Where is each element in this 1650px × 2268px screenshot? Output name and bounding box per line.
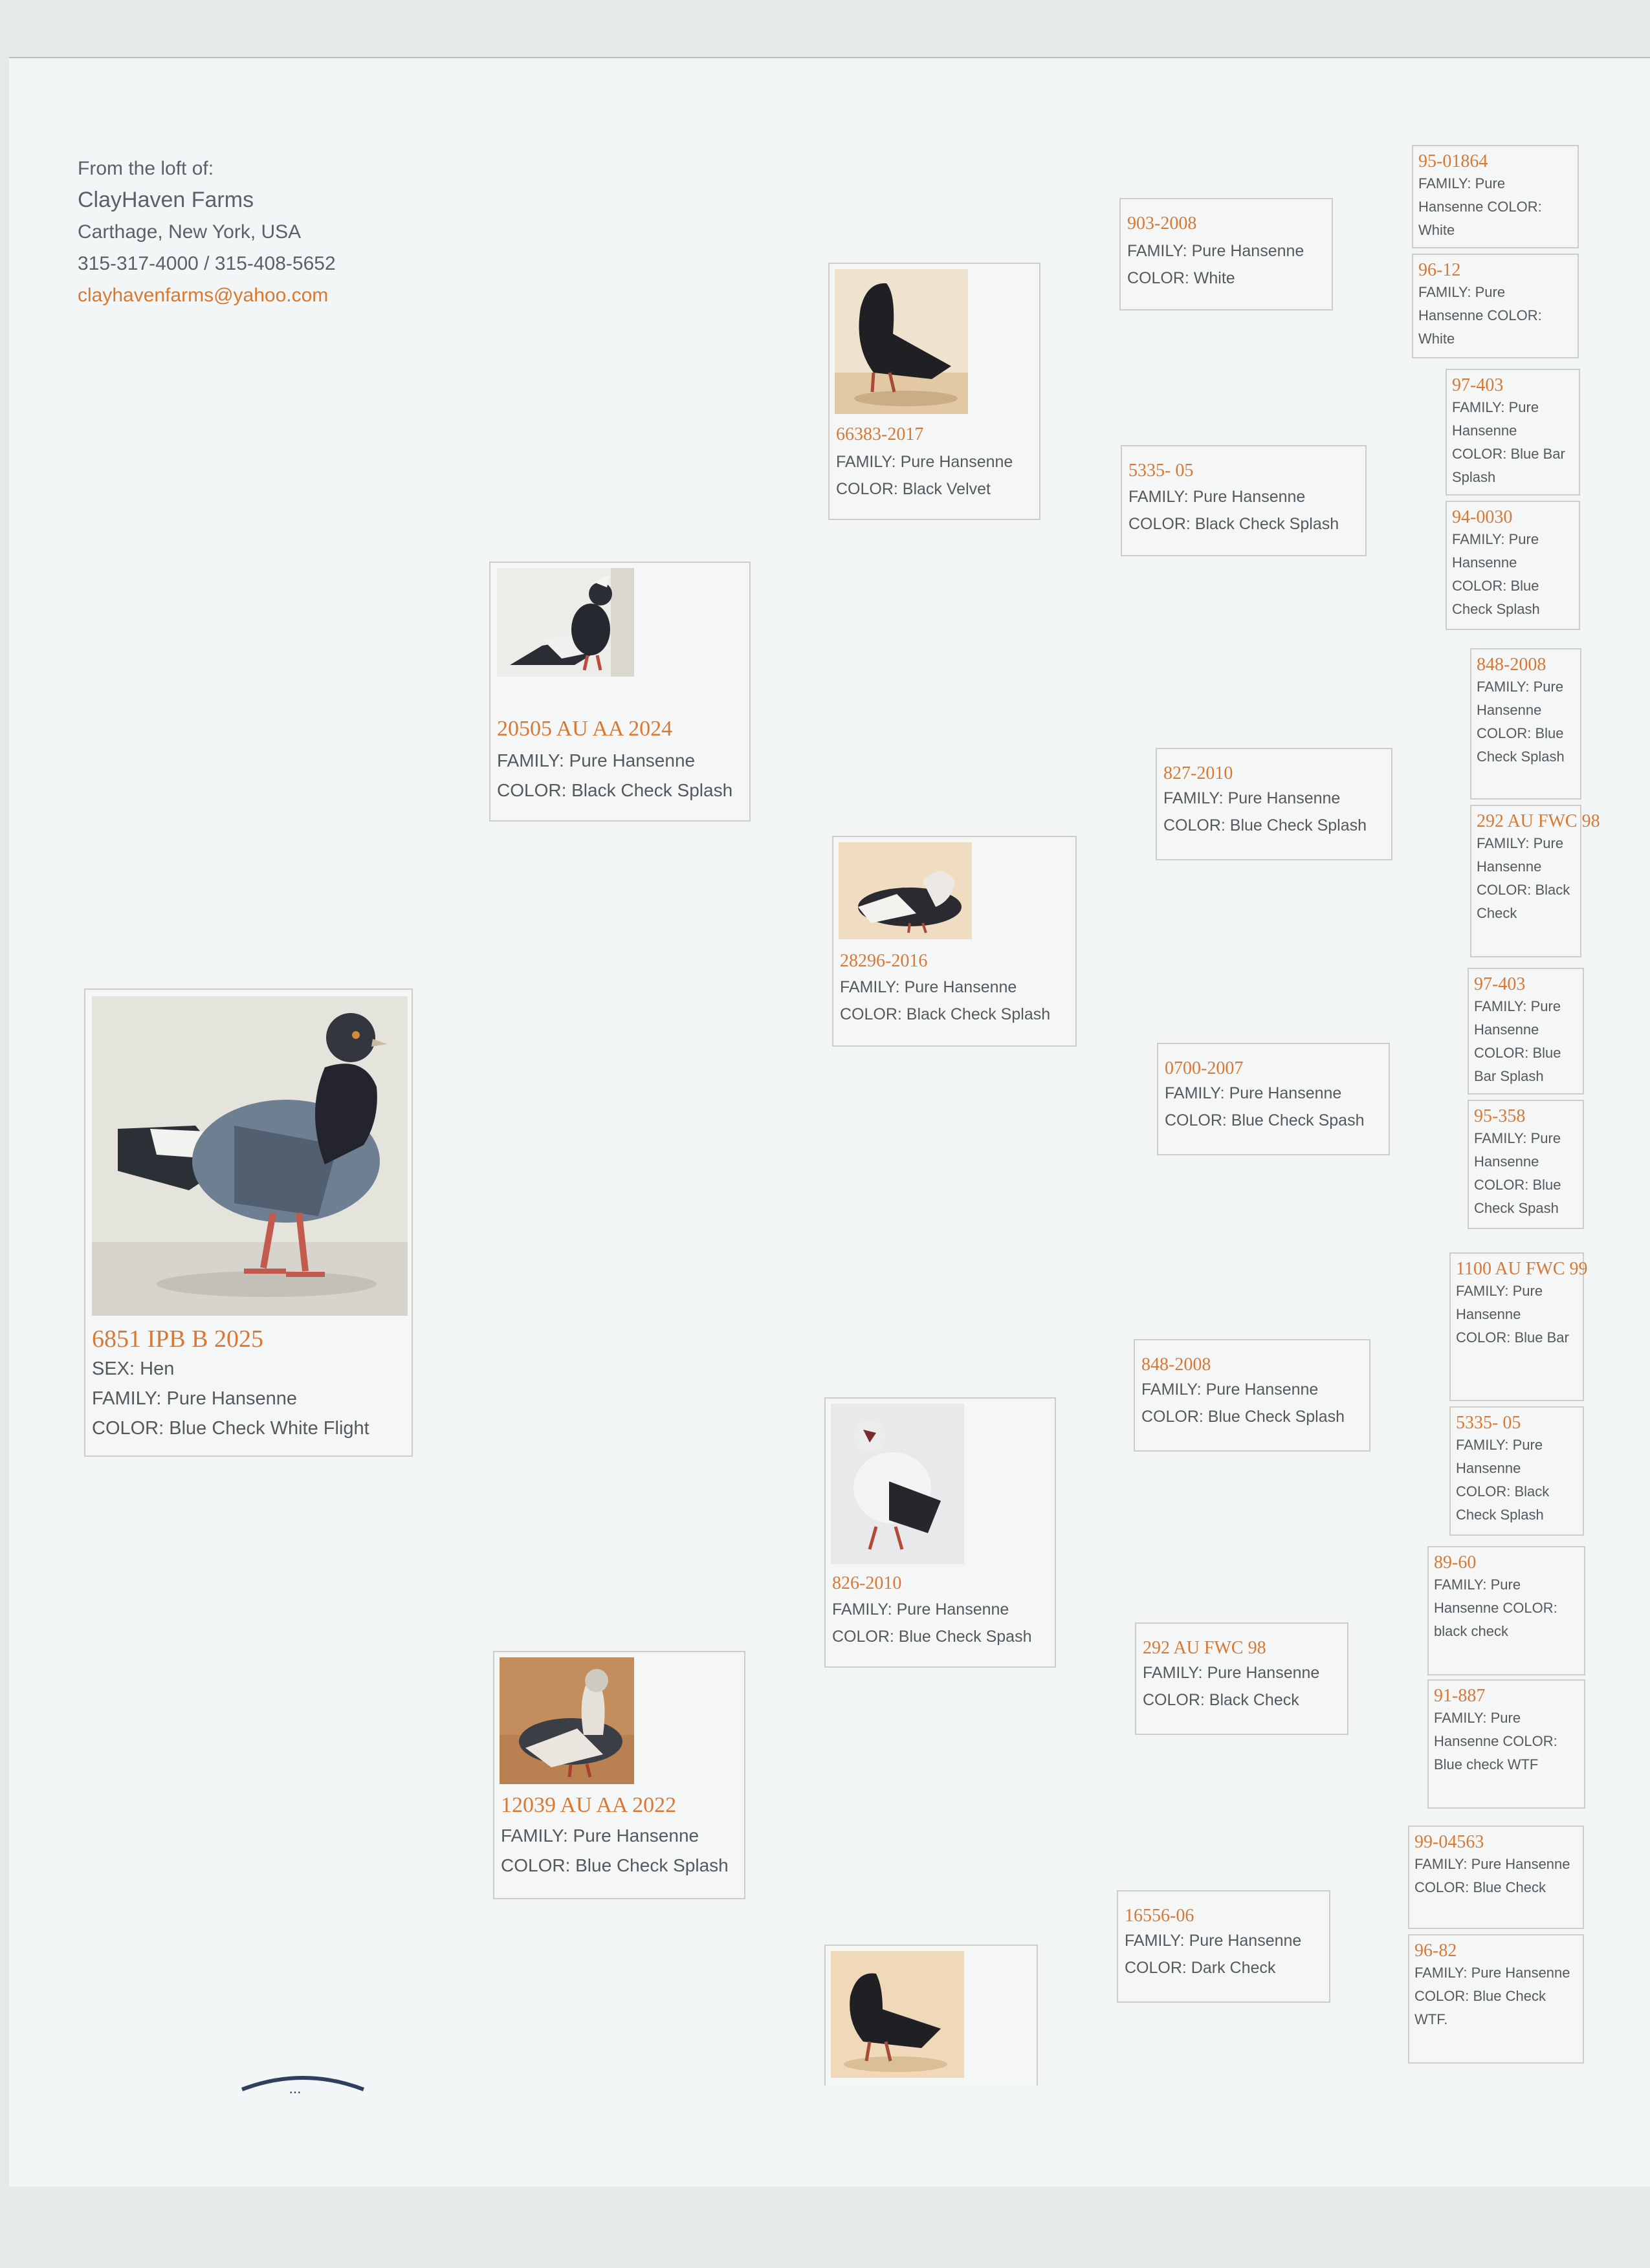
great-grandparent-id: 0700-2007 (1165, 1058, 1244, 1078)
grandparent-photo (831, 1404, 964, 1564)
great-grandparent-id: 16556-06 (1125, 1906, 1194, 1926)
great-grandparent-color: COLOR: Blue Check Splash (1163, 816, 1367, 834)
great-grandparent-color: COLOR: Blue Check Splash (1141, 1408, 1345, 1426)
g3-card (1408, 1826, 1584, 1929)
g3-id: 292 AU FWC 98 (1477, 811, 1600, 831)
g3-card (1449, 1406, 1584, 1536)
subject-card (84, 988, 413, 1457)
g3-card (1446, 501, 1580, 630)
great-grandparent-family: FAMILY: Pure Hansenne (1165, 1084, 1342, 1102)
g3-details: FAMILY: Pure Hansenne COLOR: Blue Check Splash (1477, 679, 1565, 765)
sire-color: COLOR: Black Check Splash (497, 780, 733, 800)
sire-id: 20505 AU AA 2024 (497, 717, 673, 741)
great-grandparent-id: 292 AU FWC 98 (1143, 1638, 1266, 1658)
g3-card (1412, 145, 1579, 248)
g3-card (1470, 648, 1581, 800)
g3-id: 94-0030 (1452, 507, 1513, 527)
g3-card (1468, 1100, 1584, 1229)
great-grandparent-id: 848-2008 (1141, 1355, 1211, 1375)
farm-name: ClayHaven Farms (78, 188, 254, 212)
great-grandparent-id: 903-2008 (1127, 213, 1197, 234)
great-grandparent-color: COLOR: White (1127, 269, 1235, 287)
great-grandparent-card (1157, 1043, 1390, 1155)
dam-family: FAMILY: Pure Hansenne (501, 1826, 699, 1846)
g3-details: FAMILY: Pure Hansenne COLOR: Blue check WTF (1434, 1710, 1557, 1772)
g3-details: FAMILY: Pure Hansenne COLOR: Blue Bar Splash (1474, 998, 1561, 1084)
farm-phones: 315-317-4000 / 315-408-5652 (78, 253, 336, 274)
g3-details: FAMILY: Pure Hansenne COLOR: White (1418, 175, 1542, 238)
loft-heading: From the loft of: (78, 158, 214, 179)
sire-photo (497, 568, 634, 677)
g3-card (1468, 968, 1584, 1095)
g3-id: 95-01864 (1418, 151, 1488, 171)
g3-card (1470, 805, 1600, 957)
g3-details: FAMILY: Pure Hansenne COLOR: Blue Check (1414, 1856, 1570, 1895)
g3-id: 99-04563 (1414, 1832, 1484, 1852)
dam-card (493, 1651, 745, 1899)
great-grandparent-card (1156, 748, 1392, 860)
g3-details: FAMILY: Pure Hansenne COLOR: Blue Bar Splash (1452, 399, 1565, 485)
g3-id: 96-12 (1418, 260, 1461, 280)
g3-card (1427, 1679, 1585, 1809)
seal-logo (239, 2070, 366, 2096)
great-grandparent-color: COLOR: Black Check Splash (1128, 515, 1339, 533)
g3-id: 89-60 (1434, 1553, 1477, 1573)
grandparent-family: FAMILY: Pure Hansenne (836, 453, 1013, 471)
g3-details: FAMILY: Pure Hansenne COLOR: Blue Check Spash (1474, 1130, 1561, 1216)
grandparent-card (824, 1945, 1038, 2086)
subject-color: COLOR: Blue Check White Flight (92, 1418, 369, 1439)
g3-details: FAMILY: Pure Hansenne COLOR: Black Check (1477, 835, 1570, 921)
grandparent-card (832, 836, 1077, 1047)
g3-id: 91-887 (1434, 1686, 1486, 1706)
subject-sex: SEX: Hen (92, 1358, 175, 1379)
g3-details: FAMILY: Pure Hansenne COLOR: White (1418, 284, 1542, 347)
g3-card (1449, 1252, 1588, 1401)
subject-id: 6851 IPB B 2025 (92, 1325, 263, 1353)
g3-card (1446, 369, 1580, 496)
grandparent-family: FAMILY: Pure Hansenne (832, 1600, 1009, 1619)
grandparent-id: 826-2010 (832, 1573, 902, 1593)
g3-id: 97-403 (1474, 974, 1526, 994)
dam-id: 12039 AU AA 2022 (501, 1793, 677, 1817)
g3-id: 97-403 (1452, 375, 1504, 395)
grandparent-photo (835, 269, 968, 414)
dam-color: COLOR: Blue Check Splash (501, 1855, 729, 1875)
great-grandparent-card (1117, 1890, 1330, 2003)
great-grandparent-family: FAMILY: Pure Hansenne (1163, 789, 1341, 807)
grandparent-photo (831, 1951, 964, 2078)
great-grandparent-card (1119, 198, 1333, 311)
great-grandparent-family: FAMILY: Pure Hansenne (1125, 1932, 1302, 1950)
g3-details: FAMILY: Pure Hansenne COLOR: black check (1434, 1576, 1557, 1639)
g3-id: 96-82 (1414, 1941, 1457, 1961)
great-grandparent-family: FAMILY: Pure Hansenne (1127, 242, 1304, 260)
grandparent-id: 66383-2017 (836, 424, 924, 444)
g3-details: FAMILY: Pure Hansenne COLOR: Blue Check WTF. (1414, 1965, 1570, 2027)
great-grandparent-card (1121, 445, 1367, 556)
great-grandparent-card (1135, 1622, 1348, 1735)
farm-email-link[interactable]: clayhavenfarms@yahoo.com (78, 285, 329, 306)
great-grandparent-color: COLOR: Dark Check (1125, 1959, 1276, 1977)
subject-photo (92, 996, 408, 1316)
g3-id: 95-358 (1474, 1106, 1526, 1126)
grandparent-color: COLOR: Blue Check Spash (832, 1628, 1032, 1646)
g3-id: 1100 AU FWC 99 (1456, 1259, 1588, 1279)
great-grandparent-family: FAMILY: Pure Hansenne (1141, 1380, 1319, 1399)
g3-card (1412, 254, 1579, 358)
great-grandparent-color: COLOR: Black Check (1143, 1691, 1299, 1709)
grandparent-photo (839, 842, 972, 939)
g3-card (1408, 1934, 1584, 2064)
great-grandparent-color: COLOR: Blue Check Spash (1165, 1111, 1365, 1129)
g3-id: 5335- 05 (1456, 1413, 1521, 1433)
great-grandparent-card (1134, 1339, 1370, 1452)
farm-location: Carthage, New York, USA (78, 221, 302, 243)
dam-photo (500, 1657, 634, 1784)
great-grandparent-family: FAMILY: Pure Hansenne (1128, 488, 1306, 506)
loft-info (78, 153, 336, 311)
great-grandparent-id: 827-2010 (1163, 763, 1233, 783)
g3-id: 848-2008 (1477, 655, 1546, 675)
grandparent-color: COLOR: Black Velvet (836, 480, 991, 498)
grandparent-id: 28296-2016 (840, 951, 928, 971)
great-grandparent-family: FAMILY: Pure Hansenne (1143, 1664, 1320, 1682)
g3-details: FAMILY: Pure Hansenne COLOR: Blue Bar (1456, 1283, 1569, 1346)
sire-family: FAMILY: Pure Hansenne (497, 750, 696, 770)
g3-details: FAMILY: Pure Hansenne COLOR: Blue Check Splash (1452, 531, 1540, 617)
grandparent-card (828, 263, 1040, 520)
great-grandparent-id: 5335- 05 (1128, 461, 1194, 481)
g3-details: FAMILY: Pure Hansenne COLOR: Black Check Splash (1456, 1437, 1550, 1523)
grandparent-card (824, 1397, 1056, 1668)
sire-card (489, 562, 751, 822)
subject-family: FAMILY: Pure Hansenne (92, 1388, 298, 1409)
grandparent-family: FAMILY: Pure Hansenne (840, 978, 1017, 996)
grandparent-color: COLOR: Black Check Splash (840, 1005, 1051, 1023)
g3-card (1427, 1546, 1585, 1675)
svg-text:• • •: • • • (290, 2089, 301, 2096)
